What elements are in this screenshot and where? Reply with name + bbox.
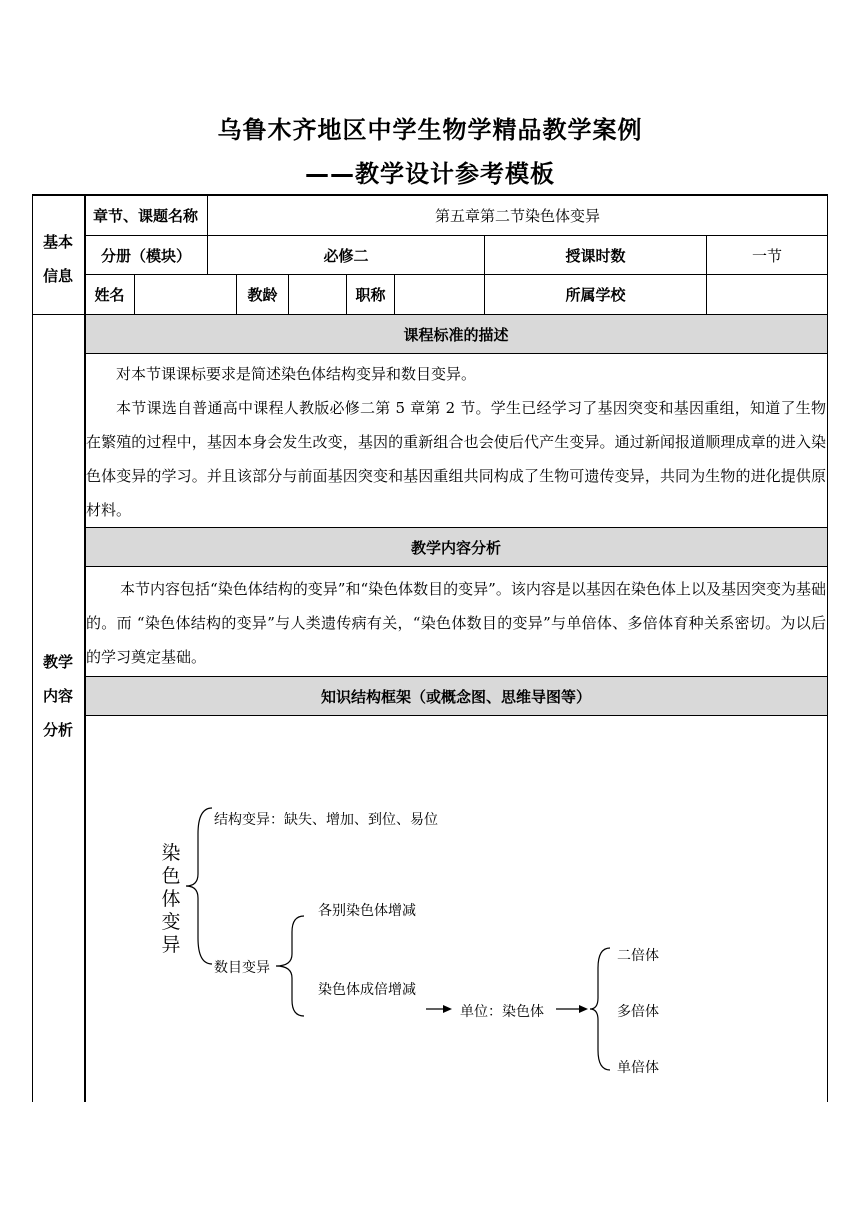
title-label: 职称 xyxy=(355,286,386,304)
content-analysis-label: 教学内容分析 xyxy=(42,653,73,739)
concept-map xyxy=(86,716,828,1100)
volume-value: 必修二 xyxy=(323,246,369,265)
diploid-node: 二倍体 xyxy=(617,948,659,964)
standard-text xyxy=(86,357,826,527)
document-subtitle: ——教学设计参考模板 xyxy=(305,160,555,188)
unit-node: 单位：染色体 xyxy=(460,1004,544,1020)
name-value[interactable] xyxy=(135,275,236,314)
individual-node: 各别染色体增减 xyxy=(318,903,416,919)
set-node: 染色体成倍增减 xyxy=(318,982,416,998)
age-value[interactable] xyxy=(289,275,346,314)
standard-paragraph-2: 本节课选自普通高中课程人教版必修二第 5 章第 2 节。学生已经学习了基因突变和基因重组，知道了生物在繁殖的过程中，基因本身会发生改变，基因的重新组合也会使后代产生变异。通过新闻报道顺理成章的进入染色体变异的学习。并且该部分与前面基因突变和基因重组共同构成了生物可遗传变异，共同为生物的进化提供原材料。 xyxy=(86,399,826,519)
structure-node: 结构变异：缺失、增加、到位、易位 xyxy=(214,812,438,828)
polyploid-node: 多倍体 xyxy=(617,1004,659,1020)
name-label: 姓名 xyxy=(94,286,125,304)
hours-label: 授课时数 xyxy=(565,246,626,265)
standard-header: 课程标准的描述 xyxy=(403,325,509,344)
standard-paragraph-1: 对本节课课标要求是简述染色体结构变异和数目变异。 xyxy=(116,365,477,383)
content-paragraph-1: 本节内容包括“染色体结构的变异”和“染色体数目的变异”。该内容是以基因在染色体上以及基因突变为基础的。而 “染色体结构的变异”与人类遗传病有关，“染色体数目的变异”与单倍体、多倍体育种关系密切。为以后的学习奠定基础。 xyxy=(86,580,826,666)
framework-header: 知识结构框架（或概念图、思维导图等） xyxy=(320,687,591,706)
chapter-value: 第五章第二节染色体变异 xyxy=(434,206,600,225)
basic-info-label: 基本信息 xyxy=(42,233,73,285)
volume-label: 分册（模块） xyxy=(100,246,191,265)
hours-value: 一节 xyxy=(751,246,782,265)
haploid-node: 单倍体 xyxy=(617,1060,659,1076)
root-node: 染色体变异 xyxy=(161,842,181,956)
content-header: 教学内容分析 xyxy=(410,538,501,557)
number-node: 数目变异 xyxy=(214,960,270,976)
content-text xyxy=(86,572,826,674)
school-label: 所属学校 xyxy=(565,286,626,304)
age-label: 教龄 xyxy=(247,286,278,304)
title-value[interactable] xyxy=(395,275,484,314)
document-title: 乌鲁木齐地区中学生物学精品教学案例 xyxy=(217,116,643,144)
school-value[interactable] xyxy=(707,275,827,314)
chapter-label: 章节、课题名称 xyxy=(93,206,199,225)
concept-map-lines xyxy=(86,716,828,1100)
